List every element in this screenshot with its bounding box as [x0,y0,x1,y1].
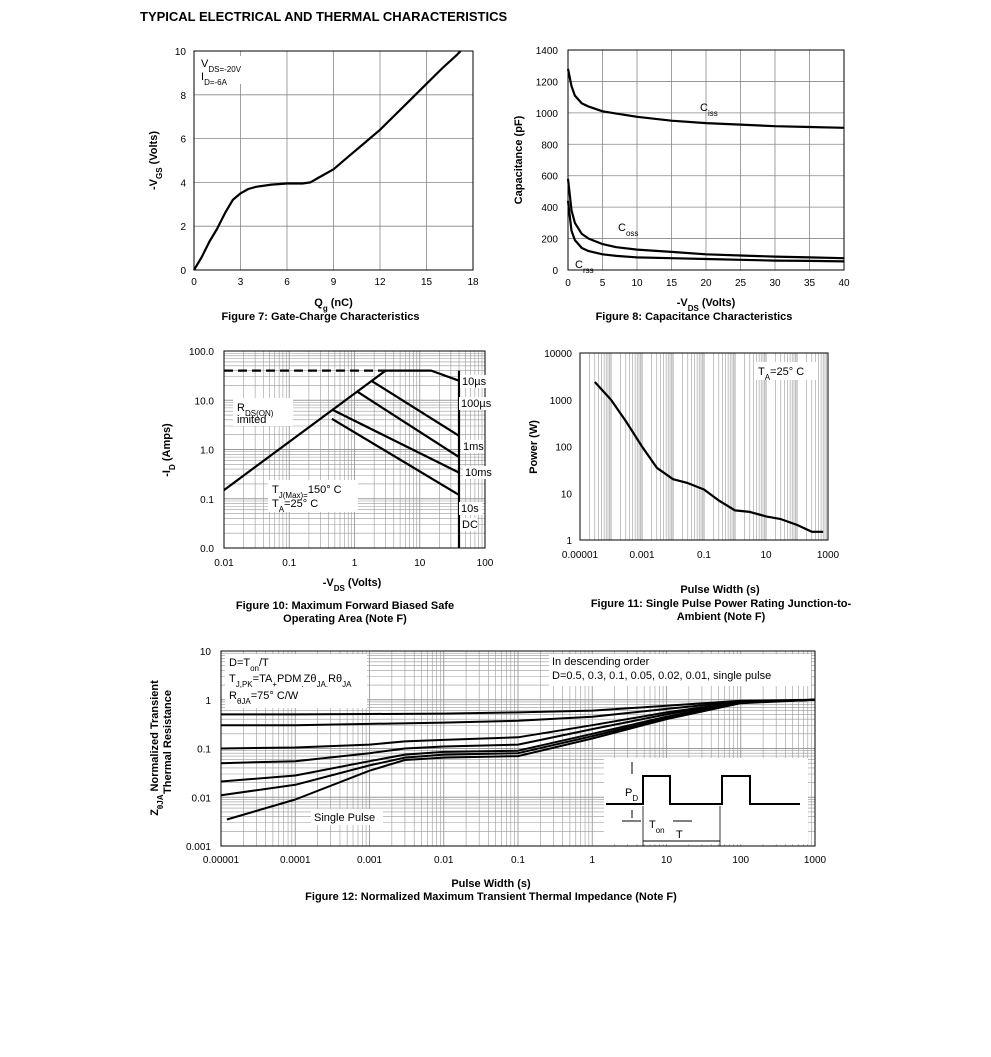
annotation-duty-list: D=0.5, 0.3, 0.1, 0.05, 0.02, 0.01, single pulse [552,670,772,682]
inset-label-ton: $T_{on}$ [649,819,665,835]
soa-line-label: 100µs [461,398,492,410]
x-tick-label: 0.00001 [202,855,240,866]
y-tick-label: 1 [205,695,211,707]
y-tick-label: 100 [555,442,572,454]
annotation-tj-max: $T_{J(Max)=}150^\circ$ C [272,484,342,500]
y-axis-label: $-I_D$ (Amps) [161,423,177,477]
y-tick-label: 0.0 [200,544,214,555]
figure-caption: Figure 10: Maximum Forward Biased Safe [235,600,455,612]
y-tick-label: 0 [180,266,186,277]
inset-label-t: T [676,829,683,841]
figure-caption: Figure 11: Single Pulse Power Rating Junction-to- [590,598,852,610]
annotation-rds-on: $R_{DS(ON)}$ [237,402,274,418]
y-tick-label: 800 [541,140,558,152]
annotation-limited: imited [237,414,267,426]
y-tick-label: 10000 [544,349,572,360]
x-axis-label: $-V_{DS}$ (Volts) [676,297,736,313]
y-tick-label: 1400 [535,46,558,57]
y-tick-label: 0.001 [185,842,211,853]
x-tick-label: 3 [237,277,244,288]
x-tick-label: 6 [284,277,290,288]
x-tick-label: 100 [732,855,750,866]
x-tick-label: 1 [351,558,358,569]
soa-line-label: 1ms [463,441,484,453]
y-tick-label: 1.0 [200,445,214,457]
y-tick-label: 1200 [535,77,558,89]
annotation-duty: $D=T_{on}/T$ [229,657,269,673]
x-tick-label: 9 [330,277,337,288]
y-tick-label: 1000 [549,395,572,407]
y-tick-label: 0.1 [197,744,211,756]
x-tick-label: 20 [700,278,712,289]
y-tick-label: 1 [566,536,572,547]
figure-caption-line2: Operating Area (Note F) [283,613,407,625]
annotation-order: In descending order [552,656,650,668]
x-tick-label: 10 [414,558,426,569]
x-tick-label: 0.001 [629,550,655,561]
x-tick-label: 35 [803,278,816,289]
figure-caption: Figure 7: Gate-Charge Characteristics [221,311,420,323]
x-tick-label: 1000 [816,550,840,561]
y-axis-label: $Z_{\theta JA}$ Normalized Transient [149,680,165,816]
annotation-ta: $T_A=25^\circ$ C [758,366,805,382]
series-label-ciss: $C_{iss}$ [700,102,718,118]
x-tick-label: 18 [467,277,479,288]
annotation-id: $I_{D=-6A}$ [201,71,227,87]
soa-line-10ms [332,410,459,473]
x-tick-label: 0.1 [511,855,525,866]
soa-line-label: 10µs [462,376,487,388]
figure-10-safe-operating-area [161,347,496,625]
figure-8-capacitance [513,46,850,323]
y-axis-label: Capacitance (pF) [513,115,525,205]
page-title: TYPICAL ELECTRICAL AND THERMAL CHARACTERISTICS [140,9,508,24]
y-tick-label: 6 [180,134,186,146]
power-rating-curve [595,382,823,532]
x-tick-label: 0.00001 [561,550,599,561]
y-tick-label: 10 [199,647,211,658]
x-tick-label: 0.0001 [279,855,311,866]
y-tick-label: 100.0 [188,347,214,358]
x-tick-label: 1 [589,855,596,866]
pulse-inset [604,758,808,846]
x-tick-label: 30 [769,278,781,289]
x-tick-label: 0.001 [356,855,383,866]
x-tick-label: 0 [565,278,571,289]
y-tick-label: 0.01 [191,793,211,805]
figure-caption-line2: Ambient (Note F) [676,611,766,623]
annotation-ta: $T_A=25^\circ$ C [272,498,319,514]
x-axis-label: Pulse Width (s) [451,878,531,890]
x-tick-label: 0.1 [282,558,297,569]
x-tick-label: 10 [660,855,673,866]
y-axis-label-line2: Thermal Resistance [162,690,174,794]
soa-line-label: DC [462,519,478,531]
soa-line-10-s [386,371,459,381]
y-tick-label: 0.1 [200,494,214,506]
y-tick-label: 600 [541,171,558,183]
x-tick-label: 15 [665,278,678,289]
figure-caption: Figure 8: Capacitance Characteristics [595,311,793,323]
series-label-coss: $C_{oss}$ [618,222,639,238]
y-axis-label: $-V_{GS}$ (Volts) [148,130,164,191]
y-axis-label: Power (W) [528,420,540,474]
y-tick-label: 4 [180,178,186,190]
x-tick-label: 12 [374,277,386,288]
x-tick-label: 40 [838,278,850,289]
y-tick-label: 400 [541,203,558,215]
x-tick-label: 10 [760,550,772,561]
x-tick-label: 10 [631,278,643,289]
y-tick-label: 200 [541,234,558,246]
x-tick-label: 0.1 [697,550,711,561]
annotation-single-pulse: Single Pulse [314,812,376,824]
y-tick-label: 0 [552,266,558,277]
x-tick-label: 25 [734,278,747,289]
y-tick-label: 10.0 [194,396,214,408]
soa-line-label: 10s [461,503,479,515]
soa-line-label: 10ms [465,467,492,479]
y-tick-label: 1000 [535,108,558,120]
x-tick-label: 1000 [803,855,827,866]
inset-label-pd: $P_D$ [625,787,639,803]
x-axis-label: $Q_g$ (nC) [314,297,353,313]
x-axis-label: $-V_{DS}$ (Volts) [322,577,382,593]
figure-7-gate-charge [148,47,479,323]
x-tick-label: 100 [476,558,494,569]
x-tick-label: 0 [191,277,197,288]
annotation-vds: $V_{DS=-20V}$ [201,58,242,74]
y-tick-label: 10 [560,489,572,501]
y-tick-label: 2 [180,222,186,234]
figure-11-single-pulse-power [528,349,852,623]
figure-12-transient-impedance [149,647,827,903]
x-tick-label: 0.01 [214,558,234,569]
x-axis-label: Pulse Width (s) [680,584,760,596]
figure-caption: Figure 12: Normalized Maximum Transient Thermal Impedance (Note F) [305,891,677,903]
annotation-tjpk: $T_{J,PK}=TA_+PDM_.Z\theta_{JA.}R\theta_{JA}$ [229,673,352,689]
x-tick-label: 5 [599,278,606,289]
x-tick-label: 0.01 [434,855,454,866]
y-tick-label: 10 [174,47,186,58]
y-tick-label: 8 [180,90,186,102]
soa-line-rds-on-limited [224,371,386,491]
x-tick-label: 15 [420,277,433,288]
annotation-rja: $R_{\theta JA}=75^\circ$ C/W [229,690,299,706]
series-label-crss: $C_{rss}$ [575,259,594,275]
